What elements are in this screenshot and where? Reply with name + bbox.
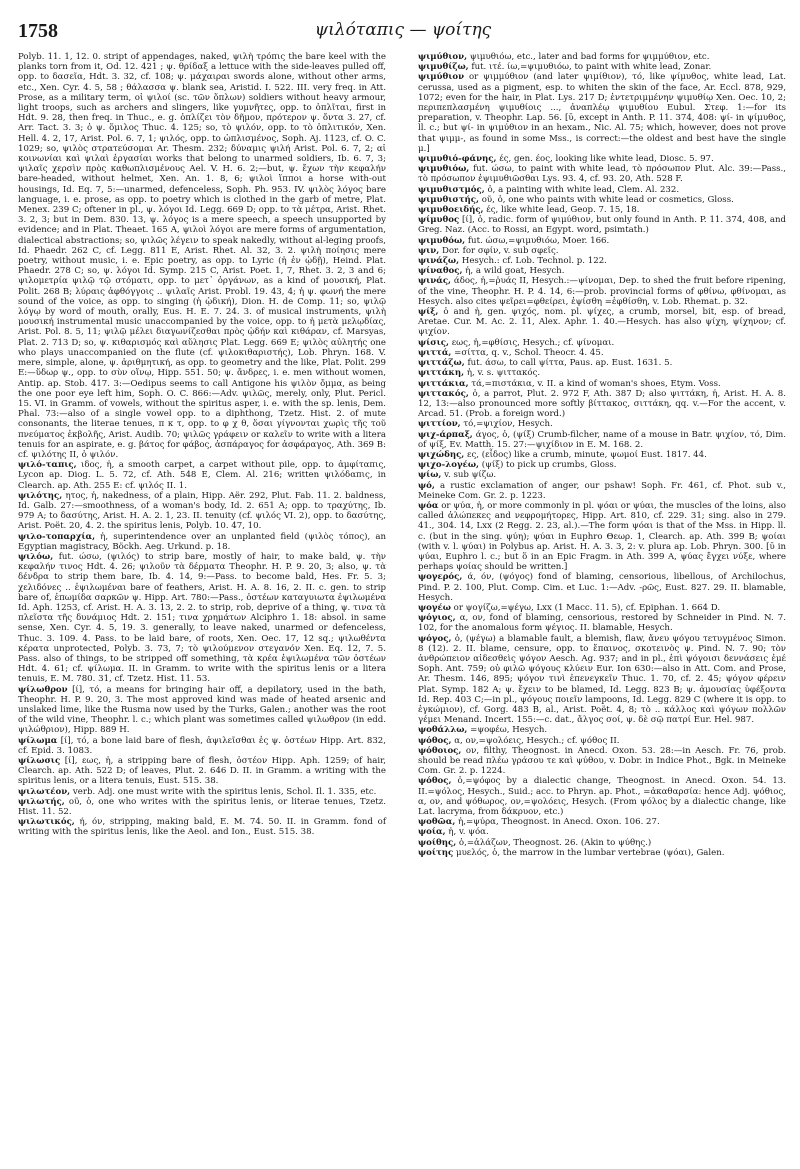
entry-definition: ιδος, ἡ, a smooth carpet, a carpet without pile, opp. to ἀμφίταπις, Lycon ap. Diog. L. 5. 72, cf. Ath. 548 E, Clem. Al. 216; written ψιλόδαπις, in Clearch. ap. Ath. 255 E: cf. ψιλός II. 1. bbox=[18, 460, 386, 491]
entry-headword: ψίσις, bbox=[418, 337, 449, 348]
entry-headword: ψινάς, bbox=[418, 276, 452, 287]
entry-headword: ψιμυθιό-φάνης, bbox=[418, 154, 497, 165]
entry-definition: α, ον,=ψολόεις, Hesych.; cf. ψόθος II. bbox=[454, 735, 620, 746]
page-header bbox=[18, 20, 788, 46]
dictionary-entry bbox=[418, 338, 786, 348]
entry-headword: ψιλωτικός, bbox=[18, 817, 75, 828]
entry-definition: fut. ιτέ. ίω,=ψιμυθιόω, to paint with white lead, Zonar. bbox=[471, 62, 712, 73]
entry-definition: or ψύα, ἡ, or more commonly in pl. ψόαι or ψύαι, the muscles of the loins, also called ἀλώπεκες and νεφρομήτορες, Hipp. Art. 810, cf. 229. 31; sing. also in 279. 41., 304. 14, Lxx (2 Regg. 2. 23, al.).—The form ψόαι is that of the Mss. in Hipp. ll. c. (but in the sing. ψύη); ψύαι in Euphro Θεωρ. 1, Clearch. ap. Ath. 399 B; ψοίαι (with v. l. ψύαι) in Polybus ap. Arist. H. A. 3. 3, 2: v. plura ap. Lob. Phryn. 300. [ῡ in ψύαι, Euphro l. c.; but ὅ in an Epic Fragm. in Ath. 399 A, ψύας ἔγχει νύξε, where perhaps ψοίας should be written.] bbox=[418, 500, 786, 573]
dictionary-entry bbox=[418, 725, 786, 735]
entry-headword: ψιττάκια, bbox=[418, 378, 469, 389]
dictionary-entry bbox=[18, 817, 386, 837]
entry-definition: α, ον, fond of blaming, censorious, restored by Schneider in Pind. N. 7. 102, for the anomalous form ψέγιος. II. blamable, Hesych. bbox=[418, 613, 786, 634]
entry-definition: [ί], ὁ, radic. form of ψιμύθιον, but only found in Anth. P. 11. 374, 408, and Greg. Naz. (Acc. to Rossi, an Egypt. word, psimtath.) bbox=[418, 215, 787, 236]
dictionary-entry bbox=[18, 685, 386, 736]
dictionary-entry bbox=[418, 776, 786, 817]
entry-headword: ψιττά, bbox=[418, 347, 452, 358]
entry-definition: ἡ, v. ψόα. bbox=[448, 827, 489, 838]
entry-definition: fut. ώσω, to paint with white lead, τὸ πρόσωπον Plut. Alc. 39:—Pass., τὸ πρόσωπον ἐψιμυθιῶσθαι Lys. 93. 4, cf. 93. 20, Ath. 528 F. bbox=[418, 164, 787, 185]
entry-definition: ὁ and ἡ, gen. ψιχός, nom. pl. ψίχες, a crumb, morsel, bit, esp. of bread, Aretae. Cur. M. Ac. 2. 11, Alex. Aphr. 1. 40.—Hesych. has also ψίχη, ψίχηνον; cf. ψιχίον. bbox=[418, 307, 786, 338]
entry-definition: fut. ώσω, (ψιλός) to strip bare, mostly of hair, to make bald, ψ. τὴν κεφαλήν τινος Hdt. 4. 26; ψιλοῦν τὰ δέρματα Theophr. H. P. 9. 20, 3; also, ψ. τὰ δένδρα to strip them bare, Ib. 4. 14, 9:—Pass. to become bald, Hes. Fr. 5. 3; χελιδόνες .. ἐψιλωμέναι bare of feathers, Arist. H. A. 8. 16, 2. II. c. gen. to strip bare of, ἐπωμίδα σαρκῶν ψ. Hipp. Art. 780:—Pass., ὀστέων καταγυιωτα ἐψιλωμένα Id. Aph. 1253, cf. Arist. H. A. 3. 13, 2. 2. to strip, rob, deprive of a thing, ψ. τινα τὰ πλεῖστα τῆς δυνάμιος Hdt. 2. 151; τινα χρημάτων Alciphro 1. 18: absol. in same sense, Xen. Cyr. 4. 5, 19. 3. generally, to leave naked, unarmed or defenceless, Thuc. 3. 109. 4. Pass. to be laid bare, of roots, Xen. Oec. 17, 12 sq.; ψιλωθέντα κέρατα unprotected, Polyb. 3. 73, 7; τὸ ψιλούμενον στεγανόν Xen. Eq. 12, 7. 5. Pass. also of things, to be stripped off something, τὰ κρέα ἐψιλωμένα τῶν ὀστέων Hdt. 4. 61; cf. ψίλωμα. II. in Gramm. to write with the spiritus lenis or a litera tenuis, E. M. 780. 31, cf. Tzetz. Hist. 11. 53. bbox=[18, 551, 387, 685]
dictionary-entry bbox=[418, 215, 786, 235]
entry-headword: ψιλόω, bbox=[18, 551, 54, 562]
dictionary-entry bbox=[418, 256, 786, 266]
entry-headword: ψοθῶα, bbox=[418, 817, 456, 828]
dictionary-entry bbox=[18, 491, 386, 532]
entry-headword: ψό, bbox=[418, 480, 435, 491]
dictionary-entry bbox=[18, 532, 386, 552]
dictionary-entry bbox=[418, 348, 786, 358]
dictionary-entry bbox=[418, 430, 786, 450]
dictionary-entry bbox=[418, 246, 786, 256]
dictionary-entry bbox=[418, 205, 786, 215]
dictionary-entry bbox=[418, 460, 786, 470]
entry-headword: ψιττάζω, bbox=[418, 358, 465, 369]
dictionary-entry bbox=[18, 787, 386, 797]
entry-definition: ὁ, (ψέγω) a blamable fault, a blemish, flaw, ἄνευ ψόγου τετυγμένος Simon. 8 (12). 2. II. blame, censure, opp. to ἔπαινος, σκοτεινὸς ψ. Pind. N. 7. 90; τὸν ἀνθρώπειον αἰδεσθεὶς ψόγον Aesch. Ag. 937; and in pl., ἐπὶ ψόγοισι δεννάσεις ἐμέ Soph. Ant. 759; οὐ φιλῶ ψόγους κλύειν Eur. Ion 630:—also in Att. Com. and Prose, Ar. Thesm. 146, 895; ψόγον τινὶ ἐπενεγκεῖν Thuc. 1. 70, cf. 2. 45; ψόγον φέρειν Plat. Symp. 182 A; ψ. ἔχειν to be blamed, Id. Legg. 823 B; ψ. ἀμουσίας ὑφέξοντα Id. Rep. 403 C;—in pl., ψόγους ποιεῖν lampoons, Id. Legg. 829 C (where it is opp. to ἐγκώμιον), cf. Gorg. 483 B, al., Arist. Poët. 4, 8; τὸ .. κάλλος καὶ ψόγων πολλῶν γέμει Menand. Incert. 155:—c. dat., ἄλγος σοί, ψ. δὲ σῷ πατρί Eur. Hel. 987. bbox=[418, 633, 786, 726]
entry-definition: μυελός, ὁ, the marrow in the lumbar vertebrae (ψόαι), Galen. bbox=[455, 847, 725, 858]
entry-headword: ψιμυθόω, bbox=[418, 235, 466, 246]
entry-headword: ψοίθης, bbox=[418, 837, 457, 848]
entry-definition: or ψογίζω,=ψέγω, Lxx (1 Macc. 11. 5), cf. Epiphan. 1. 664 D. bbox=[453, 602, 721, 613]
entry-headword: ψιχ-άρπαξ, bbox=[418, 429, 473, 440]
entry-headword: ψογέω bbox=[418, 602, 451, 613]
entry-definition: ἡ, a wild goat, Hesych. bbox=[465, 266, 565, 277]
entry-headword: ψιμυθιστής, bbox=[418, 194, 479, 205]
dictionary-entry bbox=[418, 613, 786, 633]
entry-definition: =σίττα, q. v., Schol. Theocr. 4. 45. bbox=[454, 347, 604, 358]
dictionary-entry bbox=[18, 460, 386, 491]
entry-headword: ψιλωτέον, bbox=[18, 786, 71, 797]
entry-headword: ψόθοιος, bbox=[418, 745, 462, 756]
entry-headword: ψόγιος, bbox=[418, 613, 456, 624]
entry-headword: ψίω, bbox=[418, 470, 442, 481]
dictionary-entry bbox=[418, 827, 786, 837]
dictionary-entry bbox=[418, 276, 786, 307]
dictionary-entry bbox=[418, 746, 786, 777]
dictionary-entry bbox=[418, 817, 786, 827]
entry-definition: οῦ, ὁ, one who paints with white lead or cosmetics, Gloss. bbox=[481, 194, 734, 205]
entry-headword: ψιλωτής, bbox=[18, 796, 65, 807]
entry-definition: [ί], εως, ἡ, a stripping bare of flesh, ὀστέον Hipp. Aph. 1259; of hair, Clearch. ap. Ath. 522 D; of leaves, Plut. 2. 646 D. II. in Gramm. a writing with the spiritus lenis, or a litera tenuis, Eust. 515. 38. bbox=[18, 756, 386, 787]
entry-headword: ψιττάκη, bbox=[418, 368, 465, 379]
dictionary-entry bbox=[418, 838, 786, 848]
right-column bbox=[418, 52, 786, 858]
entry-headword: ψόθος, bbox=[418, 735, 452, 746]
entry-headword: ψινάζω, bbox=[418, 256, 460, 267]
dictionary-entry bbox=[418, 481, 786, 501]
entry-headword: ψογερός, bbox=[418, 572, 463, 583]
dictionary-entry bbox=[418, 572, 786, 603]
entry-definition: Hesych.: cf. Lob. Technol. p. 122. bbox=[461, 256, 607, 267]
entry-headword: ψιχο-λογέω, bbox=[418, 460, 480, 471]
entry-definition: =ψοφέω, Hesych. bbox=[470, 725, 548, 736]
entry-definition: fut. άσω, to call ψίττα, Paus. ap. Eust. 1631. 5. bbox=[467, 358, 673, 369]
dictionary-entry bbox=[418, 368, 786, 378]
dictionary-entry bbox=[418, 379, 786, 389]
dictionary-entry bbox=[418, 62, 786, 72]
dictionary-entry bbox=[418, 848, 786, 858]
entry-headword: ψιμυθιστμός, bbox=[418, 184, 485, 195]
dictionary-entry bbox=[18, 797, 386, 817]
dictionary-entry bbox=[418, 501, 786, 572]
dictionary-entry bbox=[418, 470, 786, 480]
entry-definition: ἡ, v. s. ψιττακός. bbox=[466, 368, 541, 379]
dictionary-entry bbox=[418, 307, 786, 338]
entry-definition: ὁ, a painting with white lead, Clem. Al. 232. bbox=[487, 184, 680, 195]
dictionary-entry bbox=[18, 736, 386, 756]
entry-headword: ψιλο-τοπαρχία, bbox=[18, 531, 96, 542]
entry-definition: verb. Adj. one must write with the spiritus lenis, Schol. Il. 1. 335, etc. bbox=[72, 786, 377, 797]
dictionary-entry bbox=[418, 72, 786, 154]
dictionary-entry bbox=[418, 603, 786, 613]
dictionary-entry bbox=[18, 52, 386, 460]
entry-definition: or ψιμμύθιον (and later ψιμίθιον), τό, like ψίμυθος, white lead, Lat. cerussa, used as a pigment, esp. to whiten the skin of the face, Ar. Eccl. 878, 929, 1072; even for the hair, in Plat. Lys. 217 D; ἐντετριμμένην ψιμυθίῳ Xen. Oec. 10, 2; περιπεπλασμένη ψιμυθίοις ..., ἀναπλέῳ ψιμυθίου Eubul. Στεφ. 1:—for its preparation, v. Theophr. Lap. 56. [ῡ, except in Anth. P. 11. 374, 408: ψί- in ψίμυθος, ll. c.; but ψί- in ψιμύθιον in an hexam., Nic. Al. 75; which, however, does not prove that ψιμμ-, as found in some Mss., is correct:—the oldest and best have the single μ.] bbox=[418, 72, 786, 154]
dictionary-entry bbox=[418, 358, 786, 368]
dictionary-entry bbox=[418, 195, 786, 205]
entry-headword: ψίλωσις bbox=[18, 756, 61, 767]
entry-definition: ητος, ἡ, nakedness, of a plain, Hipp. Aër. 292, Plut. Fab. 11. 2. baldness, Id. Galb. 27:—smoothness, of a woman's body, Id. 2. 651 A; opp. to τραχύτης, Ib. 979 A; to δασύτης, Arist. H. A. 2. 1, 23. II. tenuity (cf. ψιλός VI. 2), opp. to δασύτης, Arist. Poët. 20, 4. 2. the spiritus lenis, Polyb. 10. 47, 10. bbox=[18, 490, 387, 532]
entry-definition: εως, ἡ,=φθίσις, Hesych.; cf. ψίνομαι. bbox=[451, 337, 615, 348]
entry-headword: ψιττίον, bbox=[418, 419, 461, 430]
entry-headword: ψίξ, bbox=[418, 307, 439, 318]
dictionary-entry bbox=[418, 634, 786, 726]
guide-words: ψιλόταπις — ψοίτης bbox=[314, 20, 492, 40]
entry-headword: ψοίτης bbox=[418, 847, 454, 858]
entry-headword: ψιχώδης, bbox=[418, 449, 465, 460]
entry-definition: fut. ώσω,=ψιμυθιόω, Moer. 166. bbox=[467, 235, 610, 246]
entry-headword: ψιλότης, bbox=[18, 490, 63, 501]
entry-definition: ές, gen. έος, looking like white lead, Diosc. 5. 97. bbox=[499, 154, 714, 165]
entry-headword: ψιττακός, bbox=[418, 388, 469, 399]
entry-headword: ψιν, bbox=[418, 245, 440, 256]
entry-headword: ψοθάλλω, bbox=[418, 725, 468, 736]
entry-definition: ές, like white lead, Geop. 7. 15, 18. bbox=[486, 205, 640, 216]
entry-headword: ψιμύθιον bbox=[418, 72, 465, 83]
entry-definition: ὁ, a parrot, Plut. 2. 972 F, Ath. 387 D; also ψιττάκη, ἡ, Arist. H. A. 8. 12, 13:—also pronounced more softly βίττακος, σιττάκη, qq. v.—For the accent, v. Arcad. 51. (Prob. a foreign word.) bbox=[418, 388, 787, 420]
entry-headword: ψιμυθίζω, bbox=[418, 62, 469, 73]
dictionary-entry bbox=[418, 185, 786, 195]
entry-headword: ψιμυθιόω, bbox=[418, 164, 470, 175]
entry-definition: τά,=πιστάκια, v. II. a kind of woman's shoes, Etym. Voss. bbox=[471, 378, 721, 389]
entry-definition: οῦ, ὁ, one who writes with the spiritus lenis, or literae tenues, Tzetz. Hist. 11. 52. bbox=[18, 796, 386, 818]
dictionary-entry bbox=[18, 552, 386, 685]
entry-definition: άδος, ἡ,=ῥυάς II, Hesych.:—ψίνομαι, Dep. to shed the fruit before ripening, of the vine, Theophr. H. P. 4. 14, 6:—prob. provincial forms of φθίνω, φθίνομαι, as Hesych. also cites ψεῖρει=φθείρει, ἐψίσθη =ἐφθίσθη, v. Lob. Rhemat. p. 32. bbox=[418, 276, 787, 307]
entry-definition: [ί], τό, a bone laid bare of flesh, ἀψιλεῖσθαι ἐς ψ. ὀστέων Hipp. Art. 832, cf. Epid. 3. 1083. bbox=[18, 735, 387, 756]
entry-headword: ψιμυθοειδής, bbox=[418, 205, 484, 216]
dictionary-entry bbox=[418, 52, 786, 62]
left-column bbox=[18, 52, 386, 838]
entry-headword: ψόα bbox=[418, 500, 439, 511]
entry-definition: ἡ, superintendence over an unplanted field (ψιλὸς τόπος), an Egyptian magistracy, Böckh. Aeg. Urkund. p. 18. bbox=[18, 531, 386, 552]
entry-definition: Polyb. 11. 1, 12. 0. stript of appendages, naked, ψιλὴ τρόπις the bare keel with the planks torn from it, Od. 12. 421 ; ψ. θρίδαξ a lettuce with the side-leaves pulled off, opp. to δασεῖα, Hdt. 3. 32, cf. 108; ψ. μάχαιραι swords alone, without other arms, etc., Xen. Cyr. 4. 5, 58 ; θάλασσα ψ. blank sea, Aristid. I. 522. III. very freq. in Att. Prose, as a military term, οἱ ψιλοί (sc. τῶν ὅπλων) soldiers without heavy armour, light troops, such as archers and slingers, like γυμνῆτες, opp. to ὁπλῖται, first in Hdt. 9. 28, then freq. in Thuc., e. g. ὁπλίζει τὸν δῆμον, πρότερον ψ. ὄντα 3. 27, cf. Arr. Tact. 3. 3; ὁ ψ. ὅμιλος Thuc. 4. 125; so, τὸ ψιλόν, opp. to τὸ ὁπλιτικόν, Xen. Hell. 4. 2, 17, Arist. Pol. 6. 7, 1; ψιλός, opp. to ὡπλισμένος, Soph. Aj. 1123, cf. O. C. 1029; so, ψιλὸς στρατεύσομαι Ar. Thesm. 232; δύναμις ψιλή Arist. Pol. 6. 7, 2; αἱ κοινωνίαι καὶ ψιλαὶ ἐργασίαι works that belong to unarmed soldiers, Ib. 6. 7, 3; ψιλαῖς χερσὶν πρὸς καθωπλισμένους Ael. V. H. 6. 2;—but, ψ. ἔχων τὴν κεφαλήν bare-headed, without helmet, Xen. An. 1. 8, 6; ψιλοὶ ἵπποι a horse with-out housings, Id. Eq. 7, 5:—unarmed, defenceless, Soph. Ph. 953. IV. ψιλὸς λόγος bare language, i. e. prose, as opp. to poetry which is clothed in the garb of metre, Plat. Menex. 239 C; oftener in pl., ψ. λόγοι Id. Legg. 669 D; opp. to τὰ μέτρα, Arist. Rhet. 3. 2, 3; but in Dem. 830. 13, ψ. λόγος is a mere speech, a speech unsupported by evidence; and in Plat. Theaet. 165 A, ψιλοὶ λόγοι are mere forms of argumentation, dialectical abstractions; so, ψιλῶς λέγειν to speak nakedly, without al-leging proofs, Id. Phaedr. 262 C, cf. Legg. 811 E, Arist. Rhet. Al. 32, 3. 2. ψιλὴ ποίησις mere poetry, without music, i. e. Epic poetry, as opp. to Lyric (ἡ ἐν ᾠδῇ), Heind. Plat. Phaedr. 278 C; so, ψ. λόγοι Id. Symp. 215 C, Arist. Poet. 1, 7, Rhet. 3. 2, 3 and 6; ψιλομετρία ψιλῷ τῷ στόματι, opp. to μετ᾽ ὀργάνων, as a kind of μουσική, Plat. Polit. 268 B; λύραις ἀφθόγγοις .. ψιλαῖς Arist. Probl. 19. 43, 4; ἡ ψ. φωνή the mere sound of the voice, as opp. to singing (ἡ ᾠδική), Dion. H. de Comp. 11; so, ψιλῷ λόγῳ by word of mouth, orally, Eus. H. E. 7. 24. 3. of musical instruments, ψιλὴ μουσική instrumental music unaccompanied by the voice, opp. to ἡ μετὰ μελῳδίας, Arist. Pol. 8. 5, 11; ψιλῷ μέλει διαγωνίζεσθαι πρὸς ᾠδήν καὶ κιθάραν, cf. Marsyas, Plat. 2. 713 D; so, ψ. κιθαρισμός καὶ αὔλησις Plat. Legg. 669 E; ψιλὸς αὐλητής one who plays unaccompanied on the flute (cf. ψιλοκιθαριστής), Lob. Phryn. 168. V. mere, simple, alone, ψ. ἀριθμητική, as opp. to geometry and the like, Plat. Polit. 299 E:—ὕδωρ ψ., opp. to σὺν οἴνῳ, Hipp. 551. 50; ψ. ἄνδρες, i. e. men without women, Antip. ap. Stob. 417. 3:—Oedipus seems to call Antigone his ψιλὸν ὄμμα, as being the one poor eye left him, Soph. O. C. 866:—Adv. ψιλῶς, merely, only, Plut. Pericl. 15. VI. in Gramm. of vowels, without the spiritus asper, i. e. with the sp. lenis, Dem. Phal. 73:—also of a single vowel opp. to a diphthong, Tzetz. Hist. 2. of mute consonants, the literae tenues, π κ τ, opp. to φ χ θ, ὅσαι γίγνονται χωρὶς τῆς τοῦ πνεύματος ἐκβολῆς, Arist. Audib. 70; ψιλῶς γράφειν or καλεῖν to write with a litera tenuis for an aspirate, e. g. βάτος for φάβος, ἀσπάραγος for ἀσφάραγος, Ath. 369 B: cf. ψιλότης II, ὁ ψιλόν. bbox=[18, 52, 386, 460]
page-number: 1758 bbox=[18, 20, 58, 42]
dictionary-entry bbox=[418, 419, 786, 429]
entry-definition: ψιμυθιόω, etc., later and bad forms for ψιμμύθιον, etc. bbox=[469, 52, 710, 62]
entry-headword: ψόθος, bbox=[418, 776, 452, 787]
entry-definition: τό,=ψιχίον, Hesych. bbox=[463, 419, 553, 430]
entry-headword: ψίλωθρον bbox=[18, 684, 68, 695]
entry-headword: ψοία, bbox=[418, 827, 446, 838]
entry-definition: ον, filthy, Theognost. in Anecd. Oxon. 53. 28:—in Aesch. Fr. 76, prob. should be read πλέω γράσου τε καὶ ψύθου, v. Dobr. in Indice Phot., Bgk. in Meineke Com. Gr. 2. p. 1224. bbox=[418, 745, 787, 777]
entry-definition: [ί], τό, a means for bringing hair off, a depilatory, used in the bath, Theophr. H. P. 9. 20, 3. The most approved kind was made of heated arsenic and unslaked lime, like the Rusma now used by the Turks, Galen.; another was the root of the wild vine, Theophr. l. c.; which plant was sometimes called ψιλωθρον (in edd. ψιλώθριον), Hipp. 889 H. bbox=[18, 684, 387, 736]
entry-definition: ὁ,=ψόφος by a dialectic change, Theognost. in Anecd. Oxon. 54. 13. II.=ψόλος, Hesych., Suid.; acc. to Phryn. ap. Phot., =ἀκαθαρσία: hence Adj. ψόθιος, α, ον, and ψόθωρος, ον,=ψολόεις, Hesych. (From ψόλος by a dialectic change, like Lat. lacryma, from δάκρυον, etc.) bbox=[418, 776, 786, 818]
dictionary-entry bbox=[418, 736, 786, 746]
entry-definition: ὁ,=ἀλάζων, Theognost. 26. (Akin to ψύθης.) bbox=[458, 837, 652, 848]
entry-definition: ή, όν, stripping, making bald, E. M. 74. 50. II. in Gramm. fond of writing with the spiritus lenis, like the Aeol. and Ion., Eust. 515. 38. bbox=[18, 817, 386, 838]
entry-definition: a rustic exclamation of anger, our pshaw! Soph. Fr. 461, cf. Phot. sub v., Meineke Com. Gr. 2. p. 1223. bbox=[418, 480, 786, 501]
dictionary-entry bbox=[418, 236, 786, 246]
dictionary-entry bbox=[18, 756, 386, 787]
dictionary-entry bbox=[418, 389, 786, 420]
entry-headword: ψιλό-ταπις, bbox=[18, 460, 77, 471]
entry-definition: v. sub ψίζω. bbox=[444, 470, 497, 481]
entry-headword: ψίναθος, bbox=[418, 266, 463, 277]
entry-definition: ά, όν, (ψόγος) fond of blaming, censorious, libellous, of Archilochus, Pind. P. 2. 100, Plut. Comp. Cim. et Luc. 1:—Adv. -ρῶς, Eust. 827. 29. II. blamable, Hesych. bbox=[418, 572, 786, 603]
dictionary-entry bbox=[418, 450, 786, 460]
entry-headword: ψιμύθιον, bbox=[418, 52, 468, 62]
entry-definition: άγος, ὁ, (ψίξ) Crumb-filcher, name of a mouse in Batr. ψιχίον, τό, Dim. of ψίξ, Ev. Matth. 15. 27:—ψιχίδιον in E. M. 168. 2. bbox=[418, 429, 786, 450]
entry-headword: ψόγος, bbox=[418, 633, 452, 644]
entry-definition: ἡ,=ψύρα, Theognost. in Anecd. Oxon. 106. 27. bbox=[458, 817, 660, 828]
entry-definition: (ψίξ) to pick up crumbs, Gloss. bbox=[481, 460, 617, 471]
dictionary-entry bbox=[418, 266, 786, 276]
entry-definition: Dor. for σφίν, v. sub σφεῖς. bbox=[441, 245, 559, 256]
entry-definition: ες, (εἶδος) like a crumb, minute, ψωμοί Eust. 1817. 44. bbox=[467, 449, 707, 460]
dictionary-entry bbox=[418, 154, 786, 164]
dictionary-entry bbox=[418, 164, 786, 184]
entry-headword: ψίμυθος bbox=[418, 215, 460, 226]
entry-headword: ψίλωμα bbox=[18, 735, 58, 746]
